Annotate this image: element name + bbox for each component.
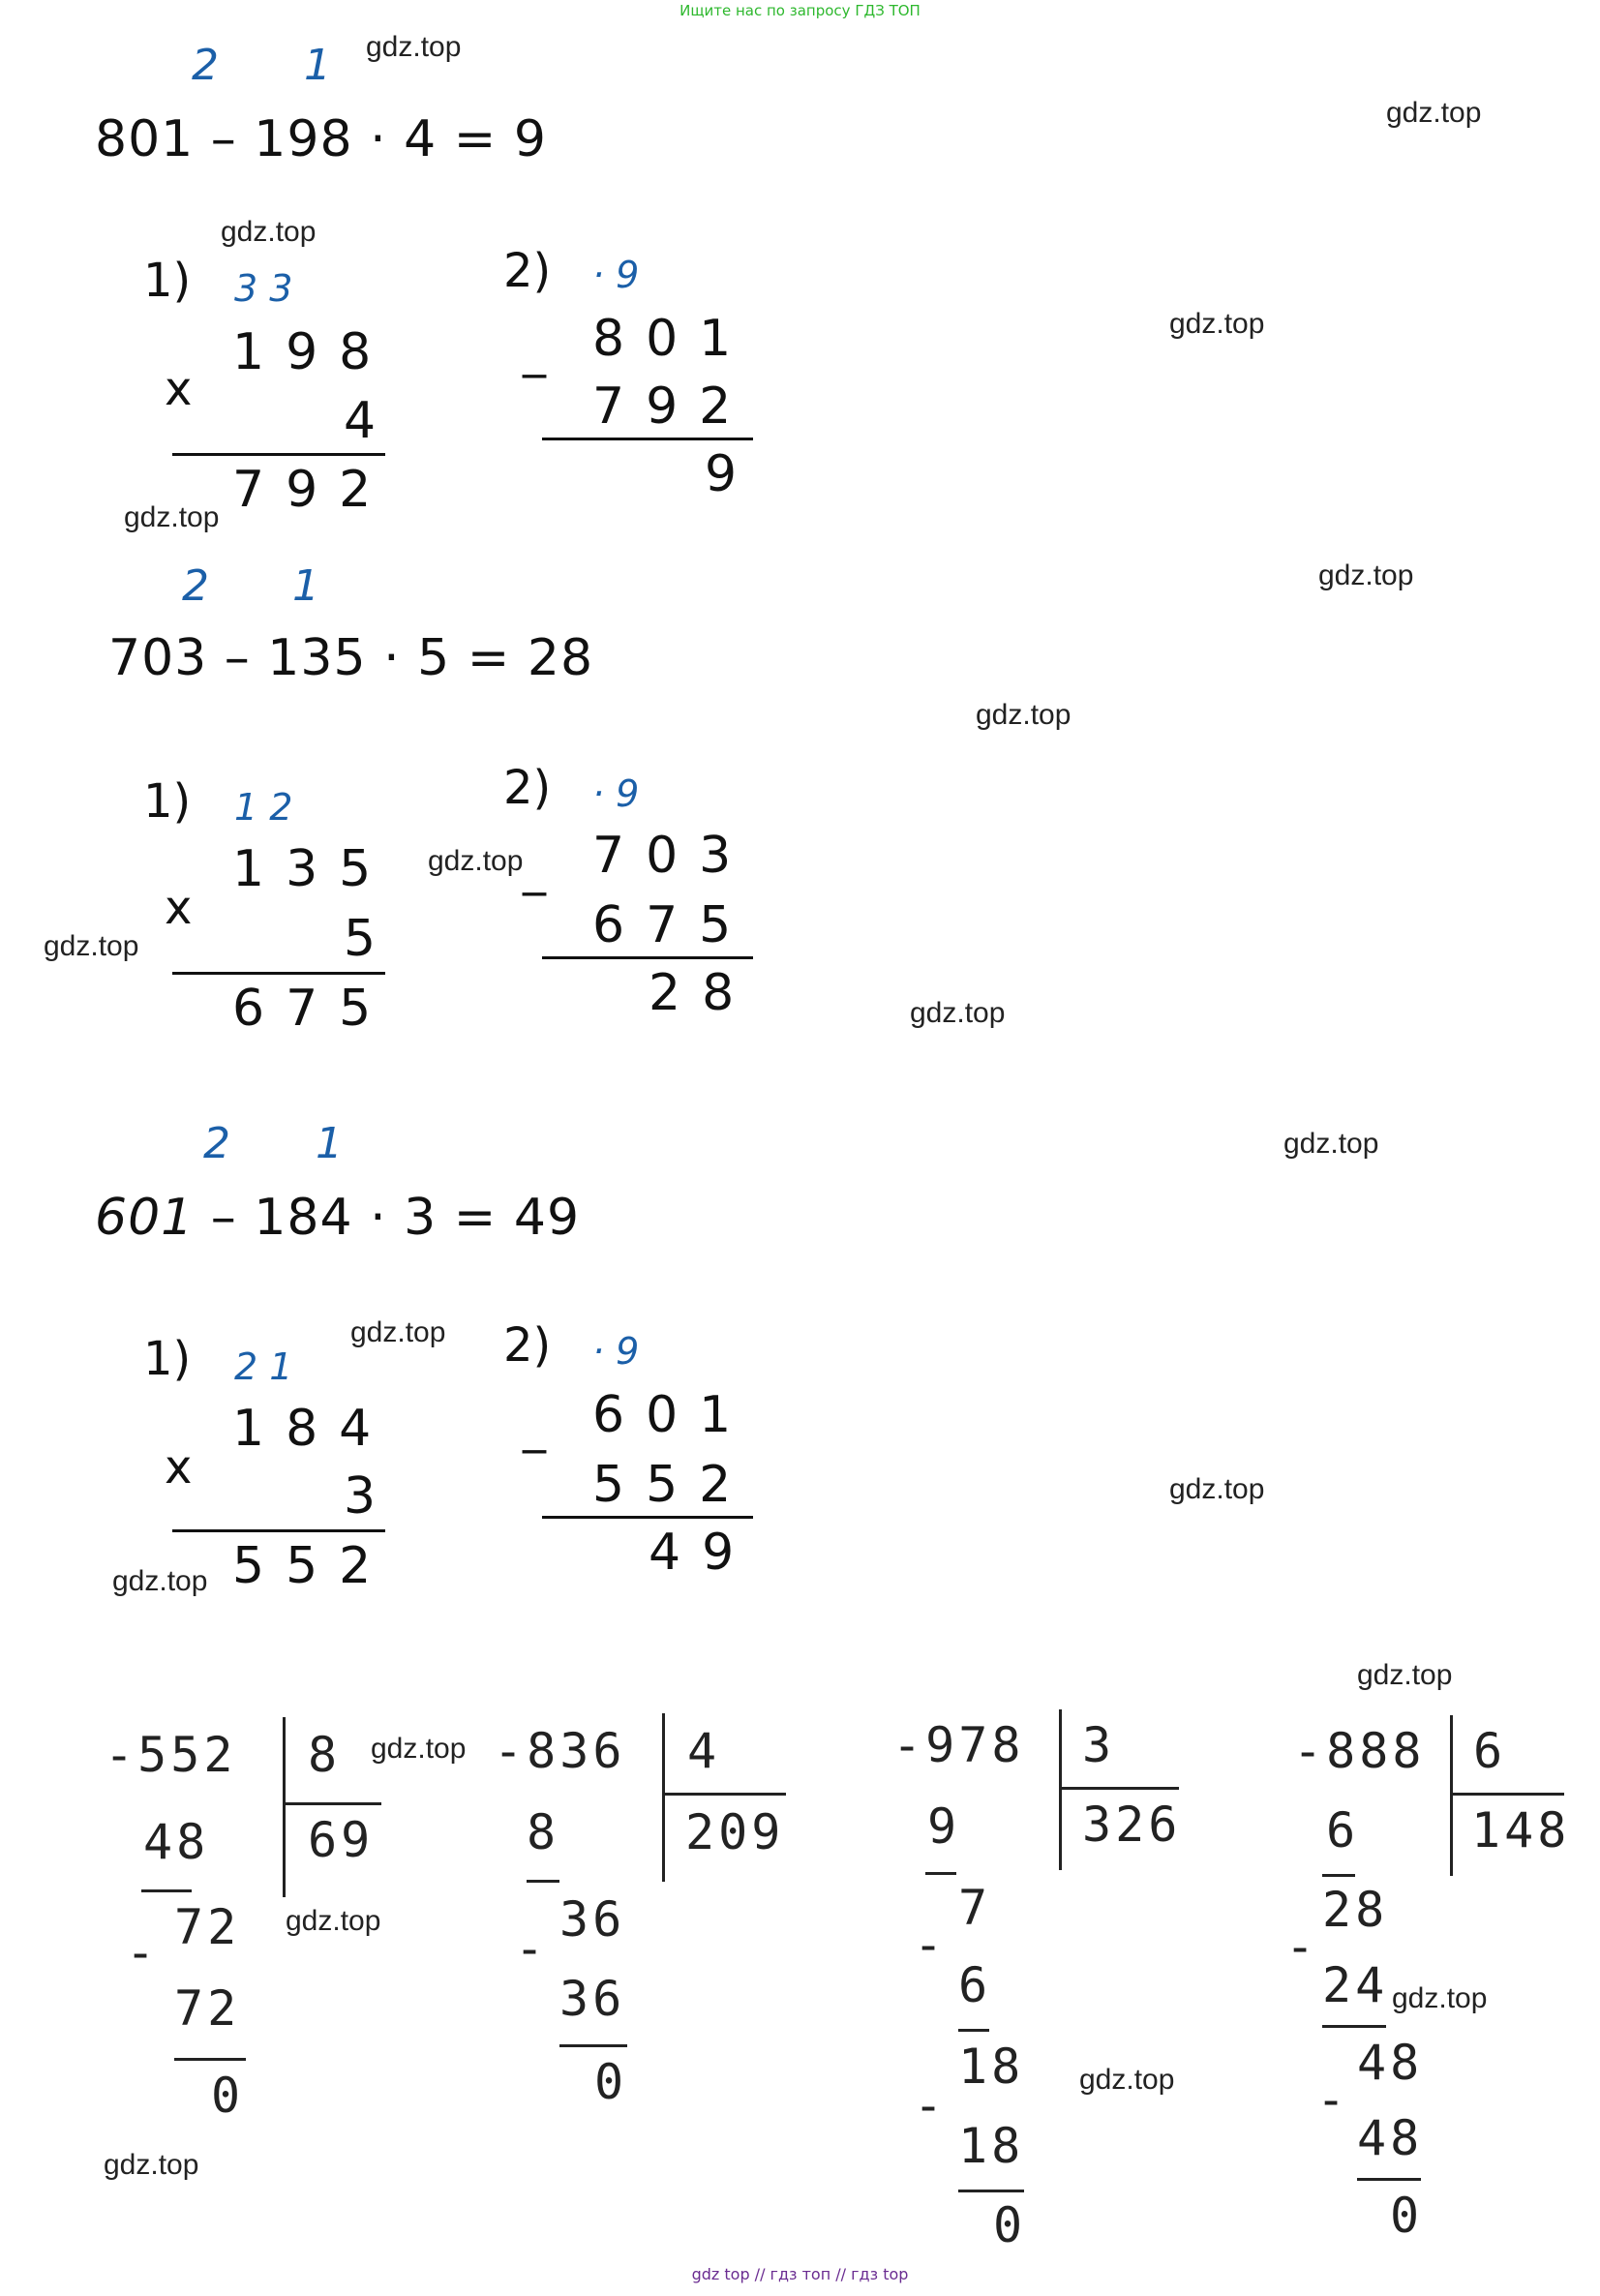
step-label: 1) — [143, 774, 192, 829]
divisor: 3 — [1082, 1717, 1116, 1773]
subtract-row: 18 — [958, 2039, 1025, 2095]
product: 552 — [232, 1537, 393, 1595]
quotient: 69 — [308, 1812, 375, 1868]
step-label: 1) — [143, 1332, 192, 1386]
remainder: 0 — [993, 2197, 1027, 2253]
subtract-row: 18 — [958, 2118, 1025, 2174]
minuend: 703 — [592, 827, 753, 885]
remainder: 0 — [1390, 2188, 1424, 2244]
quotient: 326 — [1082, 1797, 1182, 1853]
rule-line — [172, 1529, 385, 1532]
product: 675 — [232, 980, 393, 1038]
subtract-row: 9 — [927, 1798, 961, 1855]
rule-line — [958, 2029, 989, 2032]
subtrahend: 675 — [592, 896, 753, 954]
multiply-sign: x — [165, 1440, 193, 1495]
multiplier: 4 — [344, 392, 398, 450]
divisor: 6 — [1473, 1723, 1507, 1779]
rule-line — [1322, 2025, 1386, 2028]
division-bar — [662, 1713, 665, 1882]
division-4 — [1293, 1723, 1425, 1779]
watermark: gdz.top — [1392, 1982, 1488, 2014]
minus-sign: - — [1316, 2071, 1350, 2128]
subtract-row: 8 — [527, 1804, 560, 1860]
watermark: gdz.top — [104, 2149, 199, 2181]
subtract-row: 7 — [958, 1880, 992, 1936]
carry-digits: 3 3 — [234, 267, 293, 310]
watermark: gdz.top — [910, 997, 1006, 1029]
step-label: 2) — [503, 244, 552, 298]
minus-sign: - — [126, 1924, 160, 1980]
minuend: 801 — [592, 310, 753, 368]
division-bar — [1059, 1709, 1062, 1870]
watermark: gdz.top — [124, 501, 220, 533]
step-label: 2) — [503, 761, 552, 815]
rule-line — [1322, 1874, 1355, 1877]
minuend: 601 — [592, 1386, 753, 1444]
rule-line — [174, 2058, 246, 2061]
carry-digits: 1 2 — [234, 786, 293, 829]
watermark: gdz.top — [1079, 2064, 1175, 2096]
difference: 28 — [649, 964, 756, 1022]
multiplier: 5 — [344, 910, 398, 968]
expression — [95, 1189, 580, 1247]
watermark: gdz.top — [221, 216, 317, 248]
order-number: 2 — [203, 1119, 230, 1168]
division-bar — [1450, 1793, 1564, 1796]
minus-sign: - — [1285, 1918, 1319, 1975]
subtract-row: 6 — [1326, 1802, 1360, 1858]
difference: 9 — [705, 445, 759, 503]
subtract-row: 72 — [174, 1899, 241, 1955]
rule-line — [958, 2190, 1024, 2192]
rule-line — [542, 956, 753, 959]
division-1 — [105, 1727, 236, 1783]
multiplicand: 135 — [232, 840, 393, 898]
subtract-row: 48 — [143, 1814, 210, 1870]
multiply-sign: x — [165, 362, 193, 416]
quotient: 148 — [1471, 1802, 1571, 1858]
remainder: 0 — [211, 2068, 245, 2124]
multiplicand: 198 — [232, 323, 393, 381]
borrow-digits: · 9 — [592, 1330, 640, 1373]
division-bar — [662, 1793, 786, 1796]
rule-line — [542, 438, 753, 440]
division-bar — [283, 1717, 286, 1897]
product: 792 — [232, 461, 393, 519]
borrow-digits: · 9 — [592, 772, 640, 815]
watermark: gdz.top — [44, 930, 139, 962]
minus-sign: - — [914, 2077, 948, 2133]
step-label: 2) — [503, 1318, 552, 1373]
dividend: 978 — [925, 1717, 1025, 1773]
watermark: gdz.top — [112, 1565, 208, 1597]
difference: 49 — [649, 1524, 756, 1582]
rule-line — [925, 1872, 956, 1875]
minus-sign: _ — [523, 842, 546, 896]
watermark: gdz.top — [286, 1905, 381, 1937]
minus-sign: - — [515, 1920, 549, 1977]
rule-line — [559, 2044, 627, 2047]
quotient: 209 — [685, 1804, 785, 1860]
borrow-digits: · 9 — [592, 254, 640, 296]
minus-sign: - — [105, 1727, 138, 1783]
expression-italic-part: 601 — [95, 1189, 195, 1247]
remainder: 0 — [594, 2054, 628, 2110]
minus-sign: - — [1293, 1723, 1327, 1779]
watermark: gdz.top — [1169, 308, 1265, 340]
divisor: 4 — [687, 1723, 721, 1779]
watermark: gdz.top — [1283, 1128, 1379, 1160]
subtract-row: 28 — [1322, 1882, 1389, 1938]
order-number: 2 — [192, 41, 219, 90]
rule-line — [1357, 2178, 1421, 2181]
multiplicand: 184 — [232, 1400, 393, 1458]
subtract-row: 36 — [559, 1971, 626, 2027]
order-number: 1 — [292, 561, 319, 611]
rule-line — [527, 1880, 559, 1883]
expression-rest: – 184 · 3 = 49 — [194, 1189, 581, 1247]
watermark: gdz.top — [1357, 1659, 1453, 1691]
watermark: gdz.top — [371, 1733, 467, 1765]
watermark: gdz.top — [366, 31, 462, 63]
watermark: gdz.top — [1169, 1473, 1265, 1505]
rule-line — [172, 972, 385, 975]
watermark: gdz.top — [976, 699, 1072, 731]
expression: 703 – 135 · 5 = 28 — [108, 629, 594, 687]
rule-line — [172, 453, 385, 456]
dividend: 552 — [137, 1727, 237, 1783]
multiplier: 3 — [344, 1467, 398, 1526]
subtract-row: 24 — [1322, 1957, 1389, 2013]
order-number: 2 — [182, 561, 209, 611]
divisor: 8 — [308, 1727, 342, 1783]
watermark: gdz.top — [1318, 559, 1414, 591]
dividend: 836 — [527, 1723, 626, 1779]
subtract-row: 72 — [174, 1980, 241, 2037]
watermark: gdz.top — [428, 845, 524, 877]
watermark: gdz.top — [1386, 97, 1482, 129]
order-number: 1 — [304, 41, 331, 90]
carry-digits: 2 1 — [234, 1345, 293, 1388]
minus-sign: _ — [523, 1400, 546, 1454]
subtract-row: 48 — [1357, 2035, 1424, 2091]
division-bar — [283, 1802, 381, 1805]
rule-line — [542, 1516, 753, 1519]
division-bar — [1059, 1787, 1179, 1790]
minus-sign: - — [494, 1723, 528, 1779]
subtract-row: 36 — [559, 1891, 626, 1948]
multiply-sign: x — [165, 881, 193, 935]
subtract-row: 48 — [1357, 2110, 1424, 2166]
minus-sign: - — [914, 1917, 948, 1973]
minus-sign: _ — [523, 324, 546, 378]
watermark: gdz.top — [350, 1316, 446, 1348]
top-banner[interactable]: Ищите нас по запросу ГДЗ ТОП — [679, 2, 921, 19]
division-2 — [494, 1723, 625, 1779]
subtrahend: 552 — [592, 1456, 753, 1514]
rule-line — [141, 1889, 192, 1892]
dividend: 888 — [1326, 1723, 1426, 1779]
division-bar — [1450, 1715, 1453, 1876]
subtrahend: 792 — [592, 378, 753, 436]
step-label: 1) — [143, 254, 192, 308]
division-3 — [892, 1717, 1024, 1773]
order-number: 1 — [316, 1119, 343, 1168]
subtract-row: 6 — [958, 1957, 992, 2013]
minus-sign: - — [892, 1717, 926, 1773]
bottom-banner[interactable]: gdz top // гдз топ // гдз top — [691, 2265, 909, 2283]
expression: 801 – 198 · 4 = 9 — [95, 110, 547, 168]
